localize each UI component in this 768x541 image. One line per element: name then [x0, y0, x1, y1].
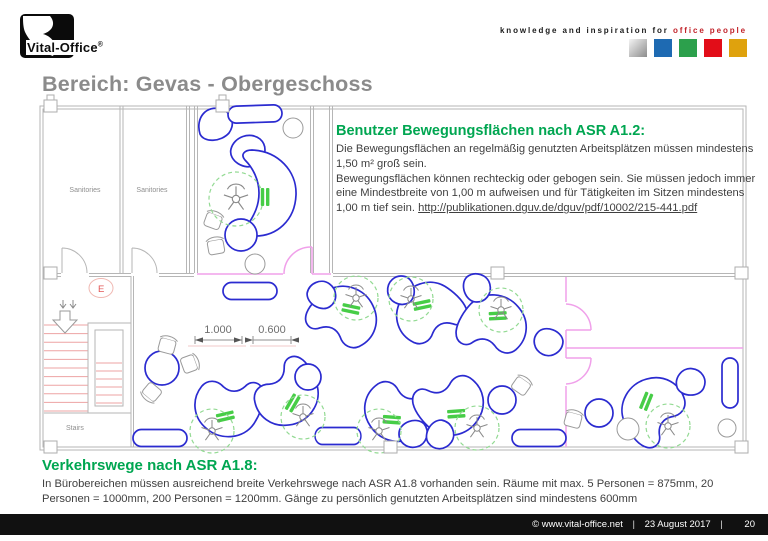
asr-a12-heading: Benutzer Bewegungsflächen nach ASR A1.2:	[336, 123, 646, 139]
asr-a12-paragraph-1: Die Bewegungsflächen an regelmäßig genutzten Arbeitsplätzen müssen mindestens 1,50 m² groß sein.	[336, 143, 754, 170]
office-room-furniture	[199, 105, 303, 274]
asr-a18-section	[42, 457, 754, 506]
dimension-1000	[188, 324, 246, 346]
footer-copyright: © www.vital-office.net	[532, 519, 623, 530]
desk	[243, 351, 331, 437]
room-label-sanitories-1: Sanitories	[69, 187, 101, 194]
room-label-stairs: Stairs	[66, 425, 84, 432]
room-label-sanitories-2: Sanitories	[136, 187, 168, 194]
brand-square-gold	[729, 39, 747, 57]
footer-page-number: 20	[744, 519, 755, 530]
asr-a12-section	[336, 123, 757, 216]
asr-a12-paragraph-2: Bewegungsflächen können rechteckig oder gebogen sein. Sie müssen jedoch immer eine Mindestbreite von 1,00 m aufweisen und für Tätigkeiten im Sitzen mindestens 1,00 m tief sein. http://publikationen.dguv.de/dguv/pdf/10002/215-441.pdf	[336, 172, 756, 215]
down-arrow-icon	[53, 311, 77, 333]
asr-a18-heading: Verkehrswege nach ASR A1.8:	[42, 457, 258, 474]
brand-color-squares	[629, 39, 747, 57]
page-title: Bereich: Gevas - Obergeschoss	[42, 72, 373, 96]
desk	[451, 284, 536, 367]
brand-square-green	[679, 39, 697, 57]
exit-marker-label: E	[98, 284, 105, 295]
asr-a18-body: In Bürobereichen müssen ausreichend breite Verkehrswege nach ASR A1.8 vorhanden sein. Räume mit max. 5 Personen = 875mm, 20 Personen = 1000mm, 200 Personen = 1200mm. Gänge zu persönlich genutzten Arbeitsplätzen sind mindestens 600mm	[42, 478, 714, 505]
dguv-pdf-link[interactable]: http://publikationen.dguv.de/dguv/pdf/10002/215-441.pdf	[418, 202, 698, 215]
brand-square-silver	[629, 39, 647, 57]
logo-wordmark: Vital-Office®	[26, 40, 106, 55]
staircase	[44, 300, 131, 413]
svg-text:1.000: 1.000	[204, 324, 232, 336]
header-tagline-accent: office people	[672, 26, 747, 35]
footer-bar: © www.vital-office.net | 23 August 2017 | 20	[0, 514, 768, 535]
brand-square-blue	[654, 39, 672, 57]
dimension-600	[245, 324, 299, 346]
brand-square-red	[704, 39, 722, 57]
header-tagline: knowledge and inspiration for office people	[499, 26, 747, 35]
footer-date: 23 August 2017	[644, 519, 711, 530]
svg-text:0.600: 0.600	[258, 324, 286, 336]
exit-marker	[89, 279, 113, 298]
open-area-furniture	[133, 269, 738, 454]
